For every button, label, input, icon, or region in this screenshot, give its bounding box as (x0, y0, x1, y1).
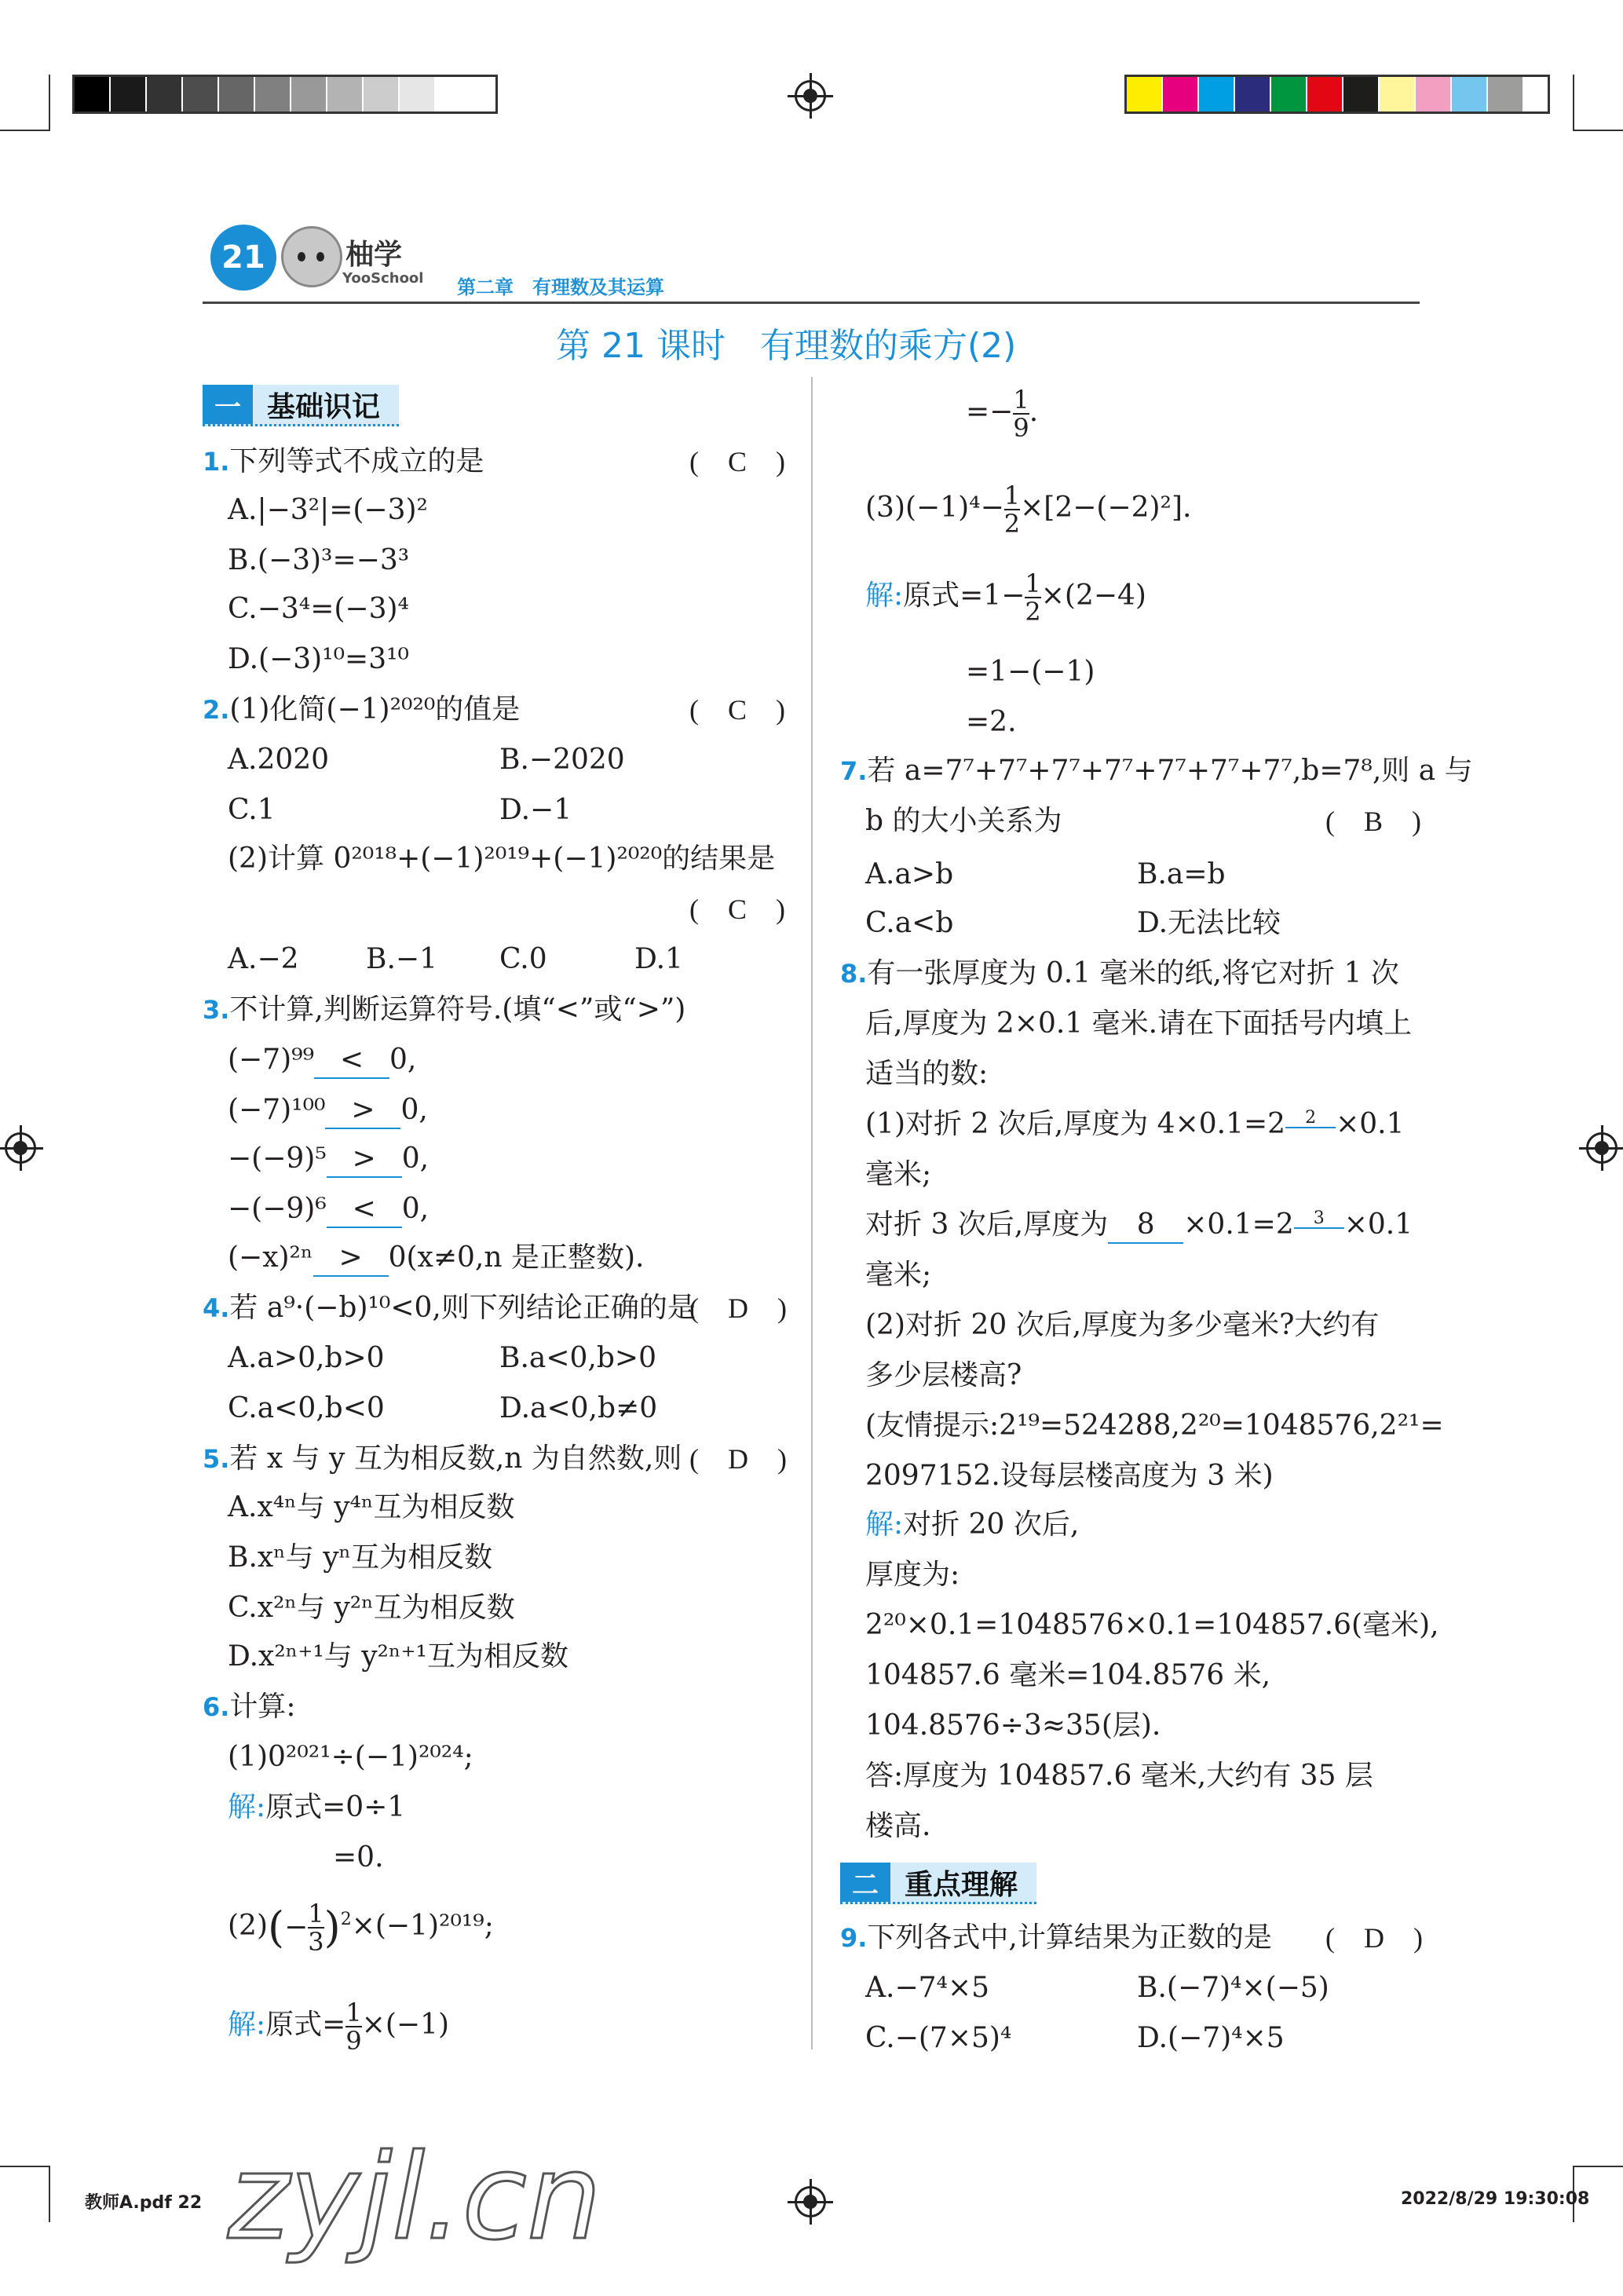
grayscale-bar (72, 75, 498, 114)
q4-option-c: C.a<0,b<0 (228, 1392, 385, 1424)
q8-hint: (友情提示:2¹⁹=524288,2²⁰=1048576,2²¹= (865, 1409, 1444, 1442)
q1-option-c: C.−3⁴=(−3)⁴ (228, 593, 409, 625)
q5-option-c: C.x²ⁿ与 y²ⁿ互为相反数 (228, 1592, 515, 1624)
q9-option-c: C.−(7×5)⁴ (865, 2022, 1012, 2054)
q9-option-a: A.−7⁴×5 (865, 1972, 990, 2004)
page-number-badge: 21 (210, 225, 276, 291)
q6-1-solution-step: =0. (333, 1841, 384, 1874)
q1-stem: 1.下列等式不成立的是 (203, 445, 484, 477)
q6-3-step: =1−(−1) (966, 656, 1095, 688)
registration-mark-icon (795, 80, 826, 112)
q8-answer-cont: 楼高. (865, 1810, 931, 1842)
q4-stem: 4.若 a⁹·(−b)¹⁰<0,则下列结论正确的是 (203, 1292, 696, 1324)
q3-item: (−7)¹⁰⁰ > 0, (228, 1093, 428, 1129)
q2-stem: 2.(1)化简(−1)²⁰²⁰的值是 (203, 693, 521, 726)
q8-1: (1)对折 2 次后,厚度为 4×0.1=2 2 ×0.1 (865, 1108, 1405, 1140)
q8-stem: 8.有一张厚度为 0.1 毫米的纸,将它对折 1 次 (840, 957, 1399, 989)
q8-stem-cont: 后,厚度为 2×0.1 毫米.请在下面括号内填上 (865, 1007, 1413, 1040)
q8-stem-cont: 适当的数: (865, 1058, 989, 1090)
q2-2-stem: (2)计算 0²⁰¹⁸+(−1)²⁰¹⁹+(−1)²⁰²⁰的结果是 (228, 843, 776, 875)
q2-1-answer: ( C ) (689, 694, 796, 726)
q6-2: (2)(− $\frac{1}{3}$ )$^2$×(−1)²⁰¹⁹; (228, 1899, 494, 1957)
q3-item: (−7)⁹⁹ < 0, (228, 1043, 416, 1079)
q8-solution-step: 厚度为: (865, 1559, 960, 1591)
q9-answer: ( D ) (1325, 1922, 1434, 1954)
q7-option-c: C.a<b (865, 907, 954, 939)
q7-stem: 7.若 a=7⁷+7⁷+7⁷+7⁷+7⁷+7⁷+7⁷,b=7⁸,则 a 与 (840, 755, 1473, 787)
q2-option-c: C.1 (228, 794, 276, 826)
q1-option-b: B.(−3)³=−3³ (228, 544, 410, 576)
section-label: 重点理解 (905, 1868, 1018, 1901)
q7-answer: ( B ) (1325, 806, 1432, 837)
q1-option-a: A.|−3²|=(−3)² (228, 494, 428, 526)
q7-option-d: D.无法比较 (1137, 907, 1281, 939)
q3-item: −(−9)⁵ > 0, (228, 1142, 429, 1178)
q7-option-a: A.a>b (865, 858, 954, 890)
crop-mark (1573, 75, 1574, 131)
footer-file: 教师A.pdf 22 (85, 2193, 203, 2213)
mascot-icon (281, 226, 342, 287)
q4-option-b: B.a<0,b>0 (499, 1342, 656, 1374)
q1-option-d: D.(−3)¹⁰=3¹⁰ (228, 643, 409, 675)
registration-mark-icon (795, 2186, 826, 2217)
crop-mark (0, 2166, 49, 2167)
q3-item: (−x)²ⁿ > 0(x≠0,n 是正整数). (228, 1241, 644, 1277)
q7-stem-cont: b 的大小关系为 (865, 805, 1062, 837)
q2-2-option-b: B.−1 (366, 943, 437, 975)
q9-option-d: D.(−7)⁴×5 (1137, 2022, 1285, 2054)
footer-datetime: 2022/8/29 19:30:08 (1401, 2189, 1590, 2209)
q3-item: −(−9)⁶ < 0, (228, 1192, 429, 1228)
q2-option-b: B.−2020 (499, 744, 625, 776)
column-divider (811, 377, 813, 2049)
q8-hint-cont: 2097152.设每层楼高度为 3 米) (865, 1460, 1274, 1492)
q4-answer: ( D ) (689, 1292, 798, 1324)
crop-mark (49, 75, 50, 131)
logo-text: 柚学 (345, 239, 403, 271)
q5-option-b: B.xⁿ与 yⁿ互为相反数 (228, 1541, 493, 1574)
q8-solution: 解:对折 20 次后, (865, 1508, 1080, 1541)
q6-3: (3)(−1)⁴− $\frac{1}{2}$ ×[2−(−2)²]. (865, 481, 1192, 539)
q6-3-step: =2. (966, 706, 1017, 738)
q2-2-option-c: C.0 (499, 943, 547, 975)
q3-stem: 3.不计算,判断运算符号.(填“<”或“>”) (203, 993, 686, 1026)
q6-2-solution: 解:原式= $\frac{1}{9}$ ×(−1) (228, 1998, 449, 2056)
chapter-label: 第二章 有理数及其运算 (457, 276, 664, 298)
q4-option-d: D.a<0,b≠0 (499, 1392, 658, 1424)
q2-option-a: A.2020 (228, 744, 330, 776)
crop-mark (49, 2166, 50, 2222)
q4-option-a: A.a>0,b>0 (228, 1342, 385, 1374)
q5-stem: 5.若 x 与 y 互为相反数,n 为自然数,则 (203, 1442, 682, 1475)
q5-answer: ( D ) (689, 1443, 798, 1475)
q1-answer: ( C ) (689, 446, 796, 477)
q8-solution-step: 104.8576÷3≈35(层). (865, 1709, 1161, 1742)
lesson-title: 第 21 课时 有理数的乘方(2) (556, 326, 1017, 366)
q5-option-a: A.x⁴ⁿ与 y⁴ⁿ互为相反数 (228, 1491, 515, 1523)
q2-2-option-d: D.1 (634, 943, 683, 975)
q5-option-d: D.x²ⁿ⁺¹与 y²ⁿ⁺¹互为相反数 (228, 1640, 568, 1673)
crop-mark (0, 130, 49, 131)
registration-mark-icon (1586, 1132, 1618, 1164)
q6-2-result: =− $\frac{1}{9}$ . (966, 385, 1039, 443)
q7-option-b: B.a=b (1137, 858, 1226, 890)
q8-2-cont: 多少层楼高? (865, 1359, 1022, 1391)
q6-1: (1)0²⁰²¹÷(−1)²⁰²⁴; (228, 1741, 473, 1773)
q6-stem: 6.计算: (203, 1691, 296, 1723)
q2-option-d: D.−1 (499, 794, 572, 826)
q6-1-solution: 解:原式=0÷1 (228, 1791, 406, 1823)
q8-solution-step: 2²⁰×0.1=1048576×0.1=104857.6(毫米), (865, 1609, 1439, 1641)
q8-1-cont: 毫米; (865, 1158, 932, 1190)
header-rule (203, 302, 1420, 304)
section-key (840, 1863, 1036, 1904)
color-bar (1124, 75, 1550, 114)
q8-solution-step: 104857.6 毫米=104.8576 米, (865, 1659, 1271, 1691)
crop-mark (1574, 2166, 1623, 2167)
section-basic (203, 385, 399, 426)
crop-mark (1574, 130, 1623, 131)
q2-2-answer: ( C ) (689, 894, 796, 925)
section-badge: 二 (840, 1863, 890, 1902)
q9-option-b: B.(−7)⁴×(−5) (1137, 1972, 1329, 2004)
logo-subtext: YooSchool (342, 270, 424, 287)
q6-3-solution: 解:原式=1− $\frac{1}{2}$ ×(2−4) (865, 569, 1146, 627)
section-badge: 一 (203, 385, 253, 424)
q8-2: (2)对折 20 次后,厚度为多少毫米?大约有 (865, 1309, 1380, 1341)
q2-2-option-a: A.−2 (228, 943, 299, 975)
registration-mark-icon (5, 1132, 36, 1164)
section-label: 基础识记 (267, 390, 381, 423)
q8-1b-cont: 毫米; (865, 1259, 932, 1291)
q8-1b: 对折 3 次后,厚度为 8 ×0.1=2 3 ×0.1 (865, 1208, 1413, 1244)
watermark: zyjl.cn (228, 2130, 602, 2266)
q8-answer: 答:厚度为 104857.6 毫米,大约有 35 层 (865, 1760, 1373, 1792)
q9-stem: 9.下列各式中,计算结果为正数的是 (840, 1921, 1272, 1954)
